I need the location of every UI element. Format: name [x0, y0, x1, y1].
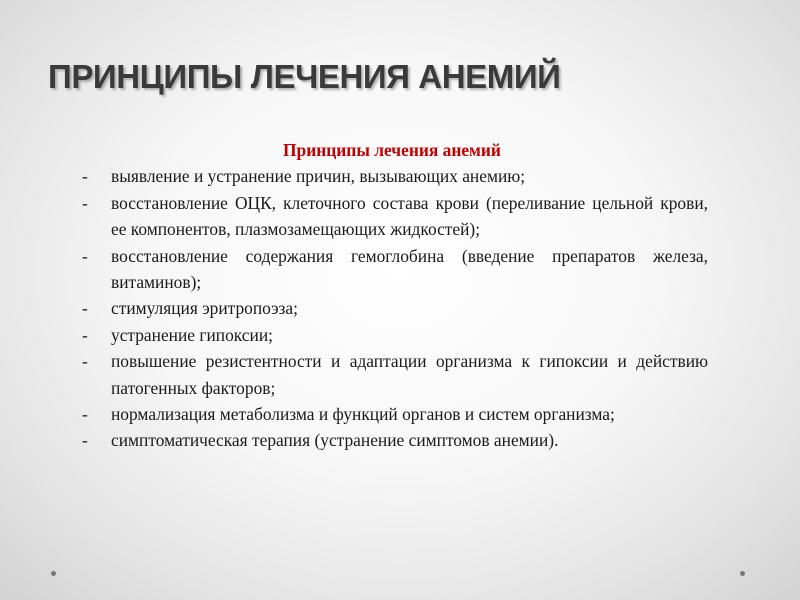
list-item [80, 190, 708, 243]
bullet-marker: - [82, 404, 88, 425]
list-item [80, 243, 708, 296]
list-item-text: нормализация метаболизма и функций органов и систем организма; [111, 404, 615, 425]
decorative-dot-right [740, 571, 745, 576]
bullet-marker: - [82, 166, 88, 187]
list-item [80, 348, 708, 401]
bullet-marker: - [82, 324, 88, 345]
list-item-text: симптоматическая терапия (устранение симптомов анемии). [111, 430, 559, 451]
bullet-marker: - [82, 245, 88, 266]
list-item-text: восстановление содержания гемоглобина (введение препаратов железа, витаминов); [111, 245, 708, 293]
slide-title: ПРИНЦИПЫ ЛЕЧЕНИЯ АНЕМИЙ [48, 58, 561, 95]
slide-content [80, 137, 708, 454]
decorative-dot-left [51, 571, 56, 576]
treatment-principles-list [80, 163, 708, 453]
bullet-marker: - [82, 351, 88, 372]
list-item-text: повышение резистентности и адаптации организма к гипоксии и действию патогенных факторов; [111, 351, 708, 398]
content-heading: Принципы лечения анемий [283, 140, 501, 160]
list-item [80, 427, 708, 453]
list-item [80, 295, 708, 321]
bullet-marker: - [82, 430, 88, 451]
list-item-text: устранение гипоксии; [111, 324, 273, 345]
list-item-text: восстановление ОЦК, клеточного состава крови (переливание цельной крови, ее компонентов, плазмозамещающих жидкостей); [111, 192, 708, 240]
list-item [80, 322, 708, 348]
list-item-text: выявление и устранение причин, вызывающих анемию; [111, 166, 526, 187]
bullet-marker: - [82, 192, 88, 213]
list-item [80, 163, 708, 189]
list-item [80, 401, 708, 427]
list-item-text: стимуляция эритропоэза; [111, 298, 298, 319]
bullet-marker: - [82, 298, 88, 319]
